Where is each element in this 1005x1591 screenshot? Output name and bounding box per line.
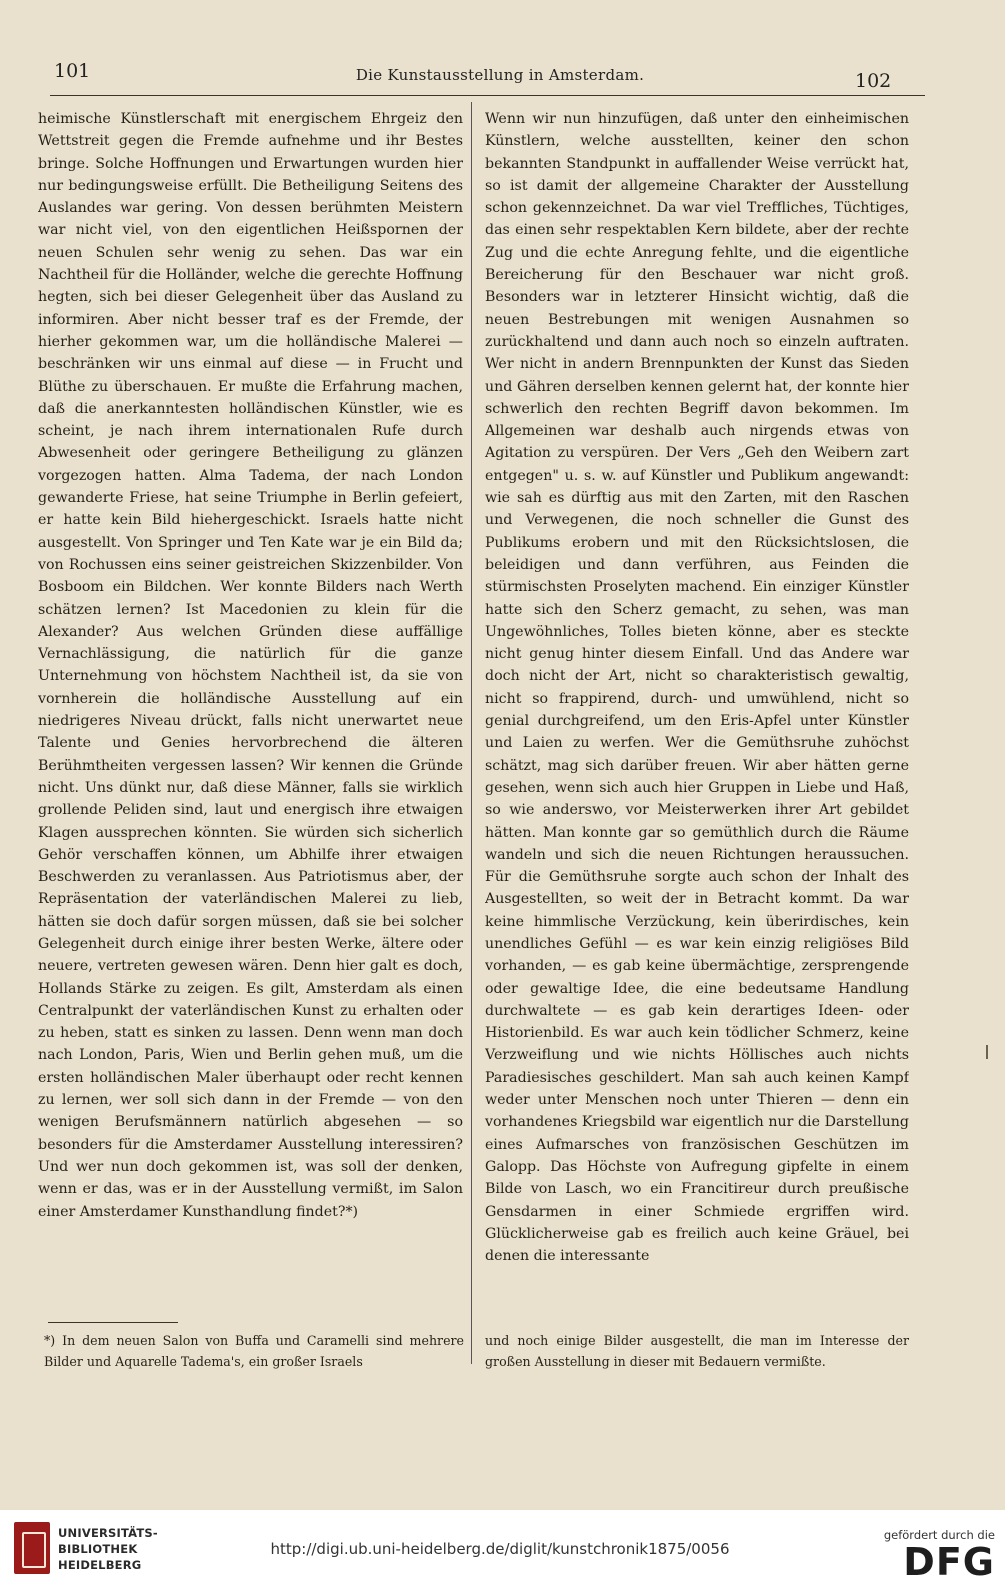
right-column: [485, 108, 909, 1314]
footnote-rule: [48, 1322, 178, 1323]
footnote-left: *) In dem neuen Salon von Buffa und Caramelli sind mehrere Bilder und Aquarelle Tadema's, ein großer Israels: [44, 1333, 464, 1369]
library-name-line: UNIVERSITÄTS-: [58, 1526, 158, 1540]
dfg-logo[interactable]: DFG: [903, 1540, 995, 1584]
viewer-footer: [0, 1510, 1005, 1591]
column-divider: [471, 102, 472, 1364]
funded-by-label: gefördert durch die: [883, 1528, 995, 1542]
library-name[interactable]: [58, 1525, 198, 1573]
library-name-line: BIBLIOTHEK: [58, 1542, 138, 1556]
header-rule: [50, 95, 925, 96]
running-head-title: Die Kunstausstellung in Amsterdam.: [355, 66, 645, 84]
right-column-text: Wenn wir nun hinzufügen, daß unter den einheimischen Künstlern, welche ausstellten, keiner den schon bekannten Standpunkt in auffallender Weise verrückt hat, so ist damit der allgemeine Charakter der Ausstellung schon gekennzeichnet. Da war viel Treffliches, Tüchtiges, das einen sehr respektablen Kern bildete, aber der rechte Zug und die echte Anregung fehlte, und die eigentliche Bereicherung für den Beschauer war nicht groß. Besonders war in letzterer Hinsicht wichtig, daß die neuen Bestrebungen mit wenigen Ausnahmen so zurückhaltend und dann auch noch so einzeln auftraten. Wer nicht in andern Brennpunkten der Kunst das Sieden und Gähren derselben kennen gelernt hat, der konnte hier schwerlich den rechten Begriff davon bekommen. Im Allgemeinen war deshalb auch nirgends etwas von Agitation zu verspüren. Der Vers „Geh den Weibern zart entgegen" u. s. w. auf Künstler und Publikum angewandt: wie sah es dürftig aus mit den Zarten, mit den Raschen und Verwegenen, die noch schneller die Gunst des Publikums erobern und mit den Rücksichtslosen, die beleidigen und dann verführen, aus Feinden die stürmischsten Proselyten machend. Ein einziger Künstler hatte sich den Scherz gemacht, zu sehen, was man Ungewöhnliches, Tolles bieten könne, aber es steckte nicht genug hinter diesem Einfall. Und das Andere war doch nicht der Art, nicht so charakteristisch gewaltig, nicht so frappirend, durch- und umwühlend, nicht so genial durchgreifend, um den Eris-Apfel unter Künstler und Laien zu werfen. Wer die Gemüthsruhe zuhöchst schätzt, mag sich darüber freuen. Wir aber hätten gerne gesehen, wenn sich auch hier Gruppen in Liebe und Haß, so wie anderswo, vor Meisterwerken ihrer Art gebildet hätten. Man konnte gar so gemüthlich durch die Räume wandeln und sich die neuen Richtungen heraussuchen. Für die Gemüthsruhe sorgte auch schon der Inhalt des Ausgestellten, so weit der in Betracht kommt. Da war keine himmlische Verzückung, kein überirdisches, kein unendliches Gefühl — es war kein einzig religiöses Bild vorhanden, — es gab keine übermächtige, zersprengende oder gewaltige Idee, die eine bedeutsame Handlung durchwaltete — es gab kein derartiges Ideen- oder Historienbild. Es war auch kein tödlicher Schmerz, keine Verzweiflung und wie nichts Höllisches auch nichts Paradiesisches geschildert. Man sah auch keinen Kampf weder unter Menschen noch unter Thieren — denn ein vorhandenes Kriegsbild war eigentlich nur die Darstellung eines Aufmarsches von französischen Geschützen im Galopp. Das Höchste von Aufregung gipfelte in einem Bilde von Lasch, wo ein Francitireur durch preußische Gensdarmen in einer Schmiede ergriffen wird. Glücklicherweise gab es freilich auch keine Gräuel, bei denen die interessante: [485, 111, 909, 1265]
footnote-right: und noch einige Bilder ausgestellt, die man im Interesse der großen Ausstellung in dieser mit Bedauern vermißte.: [485, 1333, 909, 1369]
left-column-text: heimische Künstlerschaft mit energischem Ehrgeiz den Wettstreit gegen die Fremde aufnehme und ihr Bestes bringe. Solche Hoffnungen und Erwartungen wurden hier nur bedingungsweise erfüllt. Die Betheiligung Seitens des Auslandes war gering. Von dessen berühmten Meistern war nicht viel, von den eigentlichen Heißspornen der neuen Schulen sehr wenig zu sehen. Das war ein Nachtheil für die Holländer, welche die gerechte Hoffnung hegten, sich bei dieser Gelegenheit über das Ausland zu informiren. Aber nicht besser traf es der Fremde, der hierher gekommen war, um die holländische Malerei — beschränken wir uns einmal auf diese — in Frucht und Blüthe zu überschauen. Er mußte die Erfahrung machen, daß die anerkanntesten holländischen Künstler, wie es scheint, je nach ihrem internationalen Rufe durch Abwesenheit oder geringere Betheiligung zu glänzen vorgezogen hatten. Alma Tadema, der nach London gewanderte Friese, hat seine Triumphe in Berlin gefeiert, er hatte kein Bild hiehergeschickt. Israels hatte nicht ausgestellt. Von Springer und Ten Kate war je ein Bild da; von Rochussen eins seiner geistreichen Skizzenbilder. Von Bosboom ein Bildchen. Wer konnte Bilders nach Werth schätzen lernen? Ist Macedonien zu klein für die Alexander? Aus welchen Gründen diese auffällige Vernachlässigung, die natürlich für die ganze Unternehmung von höchstem Nachtheil ist, da sie von vornherein die holländische Ausstellung auf ein niedrigeres Niveau drückt, falls nicht unerwartet neue Talente und Genies hervorbrechend die älteren Berühmtheiten vergessen lassen? Wir kennen die Gründe nicht. Uns dünkt nur, daß diese Männer, falls sie wirklich grollende Peliden sind, laut und energisch ihre etwaigen Klagen aussprechen könnten. Sie würden sich sicherlich Gehör verschaffen können, um Abhilfe ihrer etwaigen Beschwerden zu veranlassen. Aus Patriotismus aber, der Repräsentation der vaterländischen Malerei zu lieb, hätten sie doch dafür sorgen müssen, daß sie bei solcher Gelegenheit durch einige ihrer besten Werke, ältere oder neuere, vertreten gewesen wären. Denn hier galt es doch, Hollands Stärke zu zeigen. Es gilt, Amsterdam als einen Centralpunkt der vaterländischen Kunst zu erhalten oder zu heben, statt es sinken zu lassen. Denn wenn man doch nach London, Paris, Wien und Berlin gehen muß, um die ersten holländischen Maler überhaupt oder recht kennen zu lernen, wer soll sich dann in der Fremde — von den wenigen Berufsmännern natürlich abgesehen — so besonders für die Amsterdamer Ausstellung interessiren? Und wer nun doch gekommen ist, was soll der denken, wenn er das, was er in der Ausstellung vermißt, im Salon einer Amsterdamer Kunsthandlung findet?*): [38, 111, 463, 1220]
permalink-url[interactable]: http://digi.ub.uni-heidelberg.de/diglit/kunstchronik1875/0056: [270, 1540, 730, 1558]
margin-mark: [986, 1045, 988, 1059]
page-number-right: 102: [855, 70, 892, 92]
left-column: [38, 108, 463, 1314]
page-number-left: 101: [54, 60, 91, 82]
library-logo-icon[interactable]: [14, 1522, 50, 1574]
library-name-line: HEIDELBERG: [58, 1558, 142, 1572]
